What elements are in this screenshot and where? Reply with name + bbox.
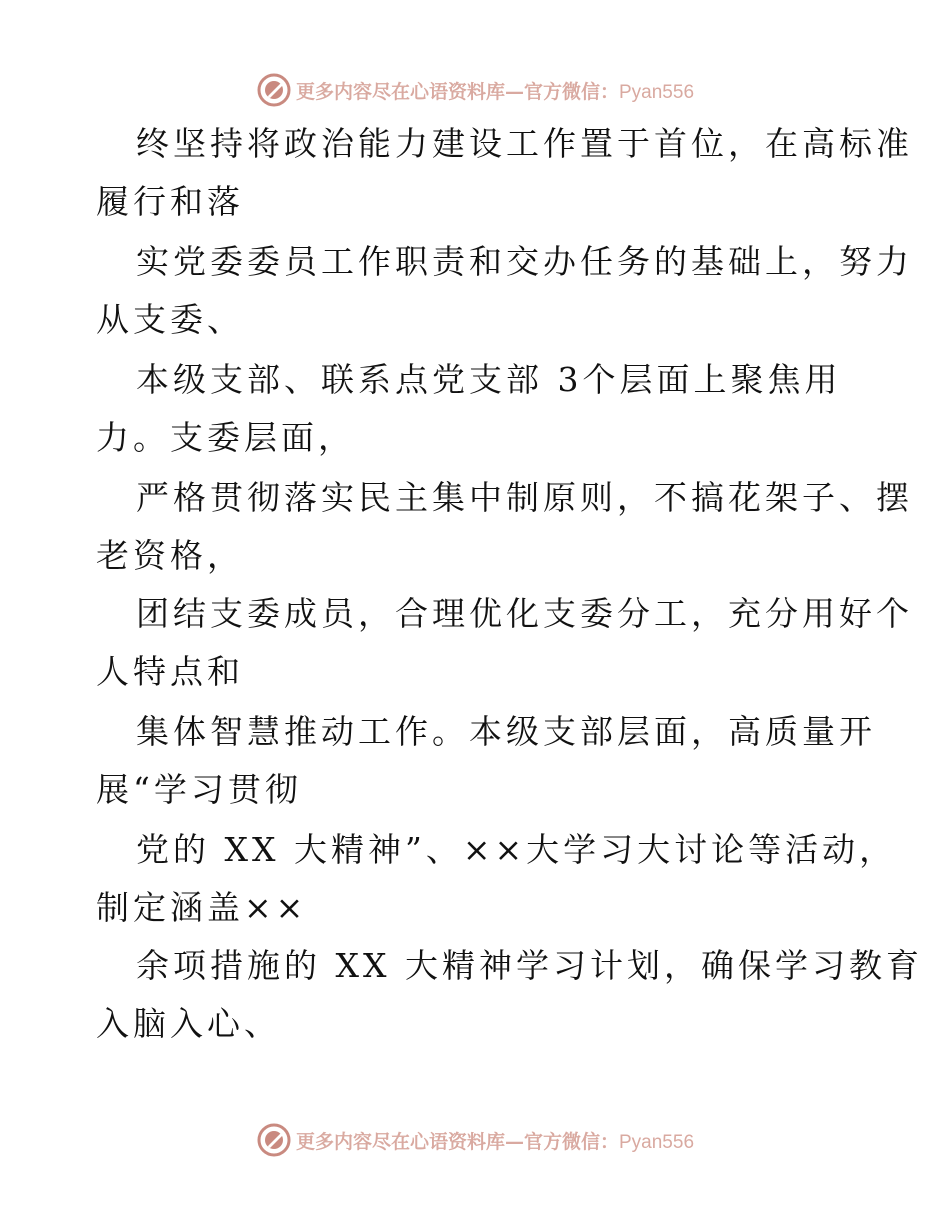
watermark-text: 更多内容尽在心语资料库—官方微信： <box>295 1130 619 1153</box>
text-line: 人特点和 <box>96 652 244 691</box>
watermark-wechat-id: Pyan556 <box>619 1131 695 1153</box>
text-line: 余项措施的 XX 大精神学习计划，确保学习教育 <box>136 946 923 985</box>
text-line: 老资格， <box>96 536 244 575</box>
text-line: 终坚持将政治能力建设工作置于首位，在高标准 <box>136 124 913 163</box>
footer-watermark <box>0 1120 950 1160</box>
watermark-wechat-id: Pyan556 <box>619 81 695 103</box>
text-line: 从支委、 <box>96 300 244 339</box>
text-line: 团结支委成员，合理优化支委分工，充分用好个 <box>136 594 913 633</box>
pen-circle-logo-icon <box>256 72 292 108</box>
text-line: 制定涵盖×× <box>96 888 308 927</box>
text-line: 本级支部、联系点党支部 3个层面上聚焦用 <box>136 360 842 399</box>
text-line: 党的 XX 大精神”、××大学习大讨论等活动， <box>136 830 897 869</box>
text-line: 集体智慧推动工作。本级支部层面，高质量开 <box>136 712 876 751</box>
header-watermark <box>0 70 950 110</box>
text-line: 入脑入心、 <box>96 1004 281 1043</box>
watermark-text: 更多内容尽在心语资料库—官方微信： <box>295 80 619 103</box>
text-line: 实党委委员工作职责和交办任务的基础上，努力 <box>136 242 913 281</box>
pen-circle-logo-icon <box>256 1122 292 1158</box>
text-line: 履行和落 <box>96 182 244 221</box>
text-line: 严格贯彻落实民主集中制原则，不搞花架子、摆 <box>136 478 913 517</box>
text-line: 展“学习贯彻 <box>96 770 302 809</box>
text-line: 力。支委层面， <box>96 418 355 457</box>
